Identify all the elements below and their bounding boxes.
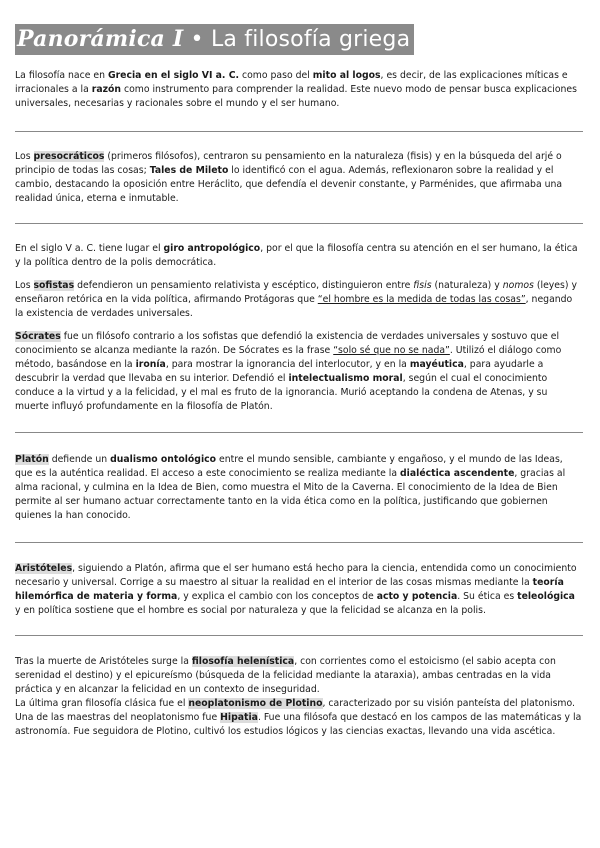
title-part-2: La filosofía griega — [210, 27, 411, 52]
aristoteles-paragraph: Aristóteles, siguiendo a Platón, afirma que el ser humano está hecho para la ciencia, entendida como un conocimiento necesario y universal. Corrige a su maestro al situar la realidad en el interior de las cosas mismas mediante la teoría hilemórfica de materia y forma, y explica el cambio con los conceptos de acto y potencia. Su ética es teleológica y en política sostiene que el hombre es social por naturaleza y que la felicidad se alcanza en la polis. — [15, 563, 577, 616]
section-divider — [15, 635, 583, 636]
section-divider — [15, 131, 583, 132]
platon-paragraph: Platón defiende un dualismo ontológico entre el mundo sensible, cambiante y engañoso, y el mundo de las Ideas, que es la auténtica realidad. El acceso a este conocimiento se realiza mediante la dialéctica ascendente, gracias al alma racional, y culmina en la Idea de Bien, como muestra el Mito de la Caverna. El conocimiento de la Idea de Bien permite al ser humano actuar correctamente tanto en la vida ética como en la política, justificando que gobiernen quienes la han conocido. — [15, 454, 566, 521]
page-title — [15, 24, 414, 55]
plotino-paragraph: La última gran filosofía clásica fue el neoplatonismo de Plotino, caracterizado por su visión panteísta del platonismo. — [15, 698, 575, 709]
hipatia-paragraph: Una de las maestras del neoplatonismo fue Hipatia. Fue una filósofa que destacó en los campos de las matemáticas y la astronomía. Fue seguidora de Plotino, cultivó los estudios lógicos y las ciencias exactas, llevando una vida ascética. — [15, 712, 582, 737]
title-part-1: Panorámica I — [17, 26, 184, 52]
title-bullet: • — [183, 27, 211, 52]
sofistas-paragraph: Los sofistas defendieron un pensamiento relativista y escéptico, distinguieron entre fisis (naturaleza) y nomos (leyes) y enseñaron retórica en la vida política, afirmando Protágoras que “el hombre es la medida de todas las cosas”, negando la existencia de verdades universales. — [15, 280, 577, 319]
socrates-paragraph: Sócrates fue un filósofo contrario a los sofistas que defendió la existencia de verdades universales y sostuvo que el conocimiento se alcanza mediante la razón. De Sócrates es la frase “solo sé que no se nada”. Utilizó el diálogo como método, basándose en la ironía, para mostrar la ignorancia del interlocutor, y en la mayéutica, para ayudarle a descubrir la verdad que llevaba en su interior. Defendió el intelectualismo moral, según el cual el conocimiento conduce a la virtud y a la felicidad, y el mal es fruto de la ignorancia. Murió aceptando la condena de Atenas, y su muerte influyó profundamente en la filosofía de Platón. — [15, 331, 562, 412]
document-page — [15, 24, 583, 739]
section-divider — [15, 223, 583, 224]
section-divider — [15, 542, 583, 543]
intro-paragraph: La filosofía nace en Grecia en el siglo VI a. C. como paso del mito al logos, es decir, de las explicaciones míticas e irracionales a la razón como instrumento para comprender la realidad. Este nuevo modo de pensar busca explicaciones universales, necesarias y racionales sobre el mundo y el ser humano. — [15, 70, 577, 109]
section-divider — [15, 432, 583, 433]
presocraticos-paragraph: Los presocráticos (primeros filósofos), centraron su pensamiento en la naturaleza (fisis) y en la búsqueda del arjé o principio de todas las cosas; Tales de Mileto lo identificó con el agua. Además, reflexionaron sobre la realidad y el cambio, destacando la oposición entre Heráclito, que defendía el devenir constante, y Parménides, que afirmaba una realidad única, eterna e inmutable. — [15, 151, 563, 204]
helenistica-paragraph: Tras la muerte de Aristóteles surge la filosofía helenística, con corrientes como el estoicismo (el sabio acepta con serenidad el destino) y el epicureísmo (búsqueda de la felicidad mediante la ataraxia), ambas centradas en la vida práctica y en alcanzar la felicidad en un contexto de inseguridad. — [15, 656, 556, 695]
giro-antropologico-paragraph: En el siglo V a. C. tiene lugar el giro antropológico, por el que la filosofía centra su atención en el ser humano, la ética y la política dentro de la polis democrática. — [15, 243, 578, 268]
